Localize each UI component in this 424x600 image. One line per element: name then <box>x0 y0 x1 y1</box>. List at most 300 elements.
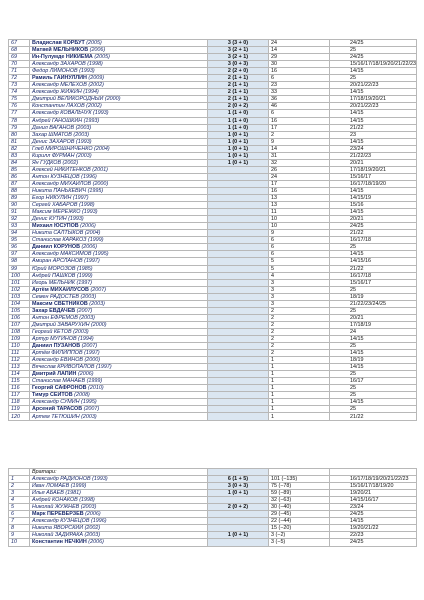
seasons-cell: 24/25 <box>330 40 417 47</box>
seasons-cell: 21/22 <box>330 230 417 237</box>
player-cell <box>30 89 208 96</box>
points-cell <box>208 279 269 286</box>
row-number: 8 <box>9 525 30 532</box>
row-number: 91 <box>9 209 30 216</box>
player-year: (1993) <box>66 216 84 223</box>
player-year: (1995) <box>79 399 97 406</box>
row-number: 68 <box>9 47 30 54</box>
player-year: (2004) <box>92 145 110 152</box>
row-number: 93 <box>9 223 30 230</box>
player-cell <box>30 293 208 300</box>
table-row <box>9 307 417 314</box>
points-cell: 1 (1 + 0) <box>208 110 269 117</box>
table-row <box>9 103 417 110</box>
seasons-cell: 16/17/18 <box>330 272 417 279</box>
table-row <box>9 61 417 68</box>
games-cell: 24 <box>269 173 330 180</box>
row-number: 1 <box>9 476 30 483</box>
games-cell: 2 <box>269 328 330 335</box>
row-number: 88 <box>9 187 30 194</box>
table-row <box>9 244 417 251</box>
year-value: 2006 <box>90 539 103 546</box>
player-year: (2010) <box>86 385 104 392</box>
seasons-cell: 25 <box>330 343 417 350</box>
seasons-cell: 14/15 <box>330 89 417 96</box>
seasons-cell: 16/17/18 <box>330 237 417 244</box>
player-name: Артём ФИЛИППОВ <box>32 350 83 357</box>
seasons-cell: 14/15 <box>330 518 417 525</box>
games-cell: 10 <box>269 216 330 223</box>
player-cell <box>30 413 208 420</box>
points-cell: 1 (0 + 1) <box>208 490 269 497</box>
player-name: Ин-Пулумде НИКИЕМА <box>32 54 93 61</box>
player-year: (2004) <box>83 230 101 237</box>
points-cell: 1 (0 + 1) <box>208 131 269 138</box>
row-number: 94 <box>9 230 30 237</box>
games-cell: 1 <box>269 392 330 399</box>
games-cell: 2 <box>269 314 330 321</box>
player-cell <box>30 138 208 145</box>
points-cell <box>208 406 269 413</box>
points-cell <box>208 321 269 328</box>
player-year: (2006) <box>76 371 94 378</box>
player-cell <box>30 195 208 202</box>
table-row <box>9 159 417 166</box>
year-value: 2004 <box>95 145 108 152</box>
games-cell: 3 <box>269 279 330 286</box>
player-year: (2005) <box>92 54 110 61</box>
player-cell <box>30 504 208 511</box>
player-cell <box>30 343 208 350</box>
games-cell: 13 <box>269 195 330 202</box>
points-cell <box>208 237 269 244</box>
player-cell <box>30 68 208 75</box>
player-name: Александр ЖИЖИН <box>32 89 82 96</box>
player-cell <box>30 518 208 525</box>
row-number: 9 <box>9 532 30 539</box>
points-cell: 3 (0 + 3) <box>208 483 269 490</box>
row-number: 84 <box>9 159 30 166</box>
games-cell: 30 (−40) <box>269 504 330 511</box>
year-value: 2000 <box>94 180 107 187</box>
player-cell <box>30 166 208 173</box>
table-row <box>9 47 417 54</box>
player-name: Александр ЗАХАРОВ <box>32 61 86 68</box>
player-year: (1994) <box>81 89 99 96</box>
row-number: 106 <box>9 314 30 321</box>
player-year: (2006) <box>79 244 98 251</box>
games-cell: 17 <box>269 180 330 187</box>
games-cell: 11 <box>269 209 330 216</box>
goalkeepers-header-row <box>9 469 417 476</box>
year-value: 2003 <box>82 413 95 420</box>
points-cell <box>208 364 269 371</box>
player-name: Федор ЛИМОНОВ <box>32 68 78 75</box>
player-cell <box>30 497 208 504</box>
row-number: 119 <box>9 406 30 413</box>
row-number: 107 <box>9 321 30 328</box>
games-cell: 1 <box>269 378 330 385</box>
player-name: Константин НЕЧКИН <box>32 539 87 546</box>
player-name: Александр КОВАЛЬЧУК <box>32 110 92 117</box>
games-cell: 23 <box>269 82 330 89</box>
seasons-cell: 21/22 <box>330 124 417 131</box>
year-value: 1999 <box>88 378 101 385</box>
points-cell <box>208 371 269 378</box>
player-name: Максим СВЕТНИКОВ <box>32 300 88 307</box>
table-row <box>9 117 417 124</box>
row-number: 105 <box>9 307 30 314</box>
player-cell <box>30 117 208 124</box>
points-cell <box>208 265 269 272</box>
seasons-cell: 19/20/21/22 <box>330 525 417 532</box>
games-cell: 6 <box>269 110 330 117</box>
row-number: 95 <box>9 237 30 244</box>
points-cell <box>208 216 269 223</box>
row-number: 69 <box>9 54 30 61</box>
points-cell: 1 (0 + 1) <box>208 159 269 166</box>
table-row <box>9 131 417 138</box>
points-cell <box>208 413 269 420</box>
games-cell: 36 <box>269 96 330 103</box>
points-cell: 3 (0 + 3) <box>208 61 269 68</box>
table-row <box>9 364 417 371</box>
seasons-cell: 14/15 <box>330 335 417 342</box>
player-name: Юрий МОРОЗОВ <box>32 265 76 272</box>
points-cell <box>208 350 269 357</box>
seasons-cell: 14/15 <box>330 209 417 216</box>
year-value: 2003 <box>75 131 88 138</box>
row-number: 109 <box>9 335 30 342</box>
table-row <box>9 328 417 335</box>
player-name: Георгий САФРОНОВ <box>32 385 87 392</box>
points-cell <box>208 202 269 209</box>
player-name: Ян ГУДКОВ <box>32 159 62 166</box>
year-value: 2003 <box>74 328 87 335</box>
table-row <box>9 251 417 258</box>
player-cell <box>30 187 208 194</box>
year-value: 2003 <box>82 293 95 300</box>
games-cell: 2 <box>269 343 330 350</box>
table-row <box>9 82 417 89</box>
year-value: 2007 <box>85 406 98 413</box>
table-row <box>9 518 417 525</box>
games-cell: 3 <box>269 286 330 293</box>
table-row <box>9 399 417 406</box>
player-name: Данил ВАГАНОВ <box>32 124 75 131</box>
year-value: 1995 <box>89 188 102 194</box>
year-value: 2006 <box>83 244 96 251</box>
year-value: 2003 <box>77 152 90 159</box>
seasons-cell: 15/16/17 <box>330 279 417 286</box>
year-value: 1997 <box>85 258 98 265</box>
seasons-cell: 17/18/19 <box>330 321 417 328</box>
player-year: (2009) <box>86 75 105 82</box>
games-cell: 16 <box>269 68 330 75</box>
points-cell: 1 (1 + 0) <box>208 117 269 124</box>
year-value: 2000 <box>86 357 99 364</box>
player-name: Захар ЕВДАЧЕВ <box>32 307 76 314</box>
year-value: 1993 <box>77 138 90 145</box>
player-year: (2000) <box>103 96 121 103</box>
seasons-cell: 20/21 <box>330 314 417 321</box>
player-name: Антон ЕФРЕМОВ <box>32 314 78 321</box>
player-cell <box>30 96 208 103</box>
games-cell: 3 (−5) <box>269 539 330 546</box>
games-cell: 24 <box>269 40 330 47</box>
year-value: 1993 <box>94 110 107 117</box>
row-number: 101 <box>9 279 30 286</box>
points-cell <box>208 314 269 321</box>
player-cell <box>30 364 208 371</box>
games-cell: 1 <box>269 399 330 406</box>
player-name: Денис КУТИН <box>32 216 67 223</box>
year-value: 2005 <box>88 40 101 47</box>
games-cell: 3 (−2) <box>269 532 330 539</box>
player-year: (2003) <box>77 314 95 321</box>
games-cell: 2 <box>269 335 330 342</box>
year-value: 1993 <box>69 216 82 223</box>
player-year: (2000) <box>89 321 107 328</box>
player-name: Марк ПЕРЕВЕРЗЕВ <box>32 511 84 518</box>
player-cell <box>30 532 208 539</box>
player-name: Артем ТЕТЮШИН <box>32 413 80 420</box>
points-cell: 1 (1 + 0) <box>208 124 269 131</box>
row-number: 104 <box>9 300 30 307</box>
row-number: 90 <box>9 202 30 209</box>
player-year: (2007) <box>88 286 107 293</box>
seasons-cell: 23 <box>330 131 417 138</box>
seasons-cell: 25 <box>330 47 417 54</box>
year-value: 1998 <box>80 202 93 209</box>
table-row <box>9 145 417 152</box>
player-cell <box>30 103 208 110</box>
seasons-cell: 24/25 <box>330 511 417 518</box>
games-cell: 9 <box>269 230 330 237</box>
player-cell <box>30 237 208 244</box>
points-cell <box>208 258 269 265</box>
year-value: 1995 <box>94 251 107 258</box>
player-cell <box>30 152 208 159</box>
player-cell <box>30 511 208 518</box>
seasons-cell: 25 <box>330 406 417 413</box>
row-number: 114 <box>9 371 30 378</box>
player-cell <box>30 476 208 483</box>
table-row <box>9 96 417 103</box>
player-name: Алексей НИКИТЕНКОВ <box>32 166 91 173</box>
table-row <box>9 75 417 82</box>
year-value: 2003 <box>86 532 99 539</box>
seasons-cell: 16/17/18/19/20 <box>330 180 417 187</box>
player-cell <box>30 209 208 216</box>
seasons-cell: 21/22 <box>330 413 417 420</box>
player-name: Дмитрий ВЕЛИКОРОДНЫЙ <box>32 96 104 103</box>
year-value: 2002 <box>64 159 77 166</box>
table-row <box>9 216 417 223</box>
table-row <box>9 350 417 357</box>
seasons-cell: 16/17 <box>330 378 417 385</box>
seasons-cell: 19/20/21 <box>330 490 417 497</box>
player-name: Вячеслав КРИВОПАЛОВ <box>32 364 95 371</box>
points-cell: 3 (2 + 1) <box>208 47 269 54</box>
row-number: 118 <box>9 399 30 406</box>
player-year: (2003) <box>79 504 97 511</box>
points-cell <box>208 166 269 173</box>
games-cell: 32 <box>269 159 330 166</box>
player-name: Семен РАДОСТЕВ <box>32 293 80 300</box>
seasons-cell: 18/19 <box>330 293 417 300</box>
player-year: (1999) <box>69 483 87 490</box>
player-name: Амиран АРСЛАНОВ <box>32 258 83 265</box>
year-value: 1999 <box>72 483 85 490</box>
points-cell <box>208 173 269 180</box>
table-row <box>9 237 417 244</box>
games-cell: 2 <box>269 307 330 314</box>
player-year: (1993) <box>74 138 92 145</box>
games-cell: 22 (−44) <box>269 518 330 525</box>
games-cell: 1 <box>269 385 330 392</box>
year-value: 2010 <box>89 385 102 392</box>
table-row <box>9 209 417 216</box>
players-table <box>8 39 417 421</box>
points-cell <box>208 180 269 187</box>
games-cell: 26 <box>269 166 330 173</box>
table-row <box>9 223 417 230</box>
games-cell: 29 <box>269 54 330 61</box>
player-name: Игорь МЕЛЬНИК <box>32 279 75 286</box>
player-year: (2001) <box>90 166 108 173</box>
player-cell <box>30 230 208 237</box>
table-row <box>9 532 417 539</box>
year-value: 2002 <box>86 525 99 532</box>
table-row <box>9 314 417 321</box>
table-row <box>9 483 417 490</box>
table-row <box>9 293 417 300</box>
year-value: 2007 <box>92 286 105 293</box>
year-value: 2006 <box>86 511 99 518</box>
seasons-cell: 25 <box>330 244 417 251</box>
games-cell: 1 <box>269 413 330 420</box>
points-cell <box>208 223 269 230</box>
player-name: Артём МИХАЙЛУСОВ <box>32 286 89 293</box>
games-cell: 1 <box>269 357 330 364</box>
player-cell <box>30 159 208 166</box>
seasons-cell: 20/21 <box>330 159 417 166</box>
points-cell <box>208 518 269 525</box>
player-year: (1993) <box>80 209 98 216</box>
player-name: Захар ШМАТОВ <box>32 131 72 138</box>
player-year: (1998) <box>77 497 95 504</box>
player-name: Антон КУЗНЕЦОВ <box>32 173 80 180</box>
table-row <box>9 497 417 504</box>
player-name: Николай ЗАДИРАКА <box>32 532 84 539</box>
games-cell: 6 <box>269 237 330 244</box>
player-year: (1993) <box>90 476 108 483</box>
table-row <box>9 180 417 187</box>
table-row <box>9 89 417 96</box>
player-name: Андрей ГАНОШКИН <box>32 117 83 124</box>
points-cell: 2 (1 + 1) <box>208 82 269 89</box>
points-cell <box>208 497 269 504</box>
games-cell: 5 <box>269 258 330 265</box>
seasons-cell: 18/19 <box>330 357 417 364</box>
year-value: 2006 <box>81 223 94 230</box>
year-value: 1996 <box>82 173 95 180</box>
player-name: Кирилл ФУРМАН <box>32 152 75 159</box>
row-number: 77 <box>9 110 30 117</box>
player-year: (1997) <box>94 364 112 371</box>
games-cell: 14 <box>269 145 330 152</box>
player-cell <box>30 385 208 392</box>
row-number: 113 <box>9 364 30 371</box>
player-cell <box>30 483 208 490</box>
player-year: (2002) <box>83 525 101 532</box>
player-year: (2003) <box>79 413 97 420</box>
player-cell <box>30 321 208 328</box>
player-year: (1997) <box>82 350 100 357</box>
player-cell <box>30 47 208 54</box>
player-cell <box>30 40 208 47</box>
player-year: (1995) <box>86 188 104 194</box>
seasons-cell: 14/15 <box>330 399 417 406</box>
goalkeepers-table <box>8 468 417 547</box>
games-cell: 33 <box>269 89 330 96</box>
year-value: 2003 <box>82 504 95 511</box>
table-row <box>9 40 417 47</box>
player-cell <box>30 399 208 406</box>
table-row <box>9 230 417 237</box>
seasons-cell: 25 <box>330 75 417 82</box>
row-number: 86 <box>9 173 30 180</box>
row-number: 67 <box>9 40 30 47</box>
points-cell <box>208 286 269 293</box>
row-number: 81 <box>9 138 30 145</box>
year-value: 1994 <box>79 335 92 342</box>
table-row <box>9 152 417 159</box>
seasons-cell: 20/21/22/23 <box>330 103 417 110</box>
points-cell <box>208 335 269 342</box>
year-value: 2009 <box>90 75 103 82</box>
player-name: Дмитрий ЗАВАРУХИН <box>32 321 90 328</box>
year-value: 1993 <box>85 117 98 124</box>
player-year: (2007) <box>80 343 98 350</box>
row-number: 80 <box>9 131 30 138</box>
player-name: Николай ЖУЖНЕВ <box>32 504 80 511</box>
player-cell <box>30 124 208 131</box>
row-number: 78 <box>9 117 30 124</box>
row-number: 85 <box>9 166 30 173</box>
seasons-cell: 17/18/19/20/21 <box>330 166 417 173</box>
points-cell <box>208 378 269 385</box>
points-cell <box>208 230 269 237</box>
games-cell: 13 <box>269 202 330 209</box>
row-number: 73 <box>9 82 30 89</box>
points-cell <box>208 195 269 202</box>
player-cell <box>30 223 208 230</box>
player-name: Даниил ПУЗАНОВ <box>32 343 81 350</box>
goalkeepers-label: Вратари: <box>30 469 208 476</box>
games-cell: 75 (−78) <box>269 483 330 490</box>
player-cell <box>30 300 208 307</box>
player-cell <box>30 202 208 209</box>
player-year: (1998) <box>77 202 95 209</box>
table-row <box>9 286 417 293</box>
player-year: (1985) <box>75 265 93 272</box>
games-cell: 2 <box>269 321 330 328</box>
row-number: 79 <box>9 124 30 131</box>
table-row <box>9 202 417 209</box>
seasons-cell: 20/21/22/23 <box>330 82 417 89</box>
